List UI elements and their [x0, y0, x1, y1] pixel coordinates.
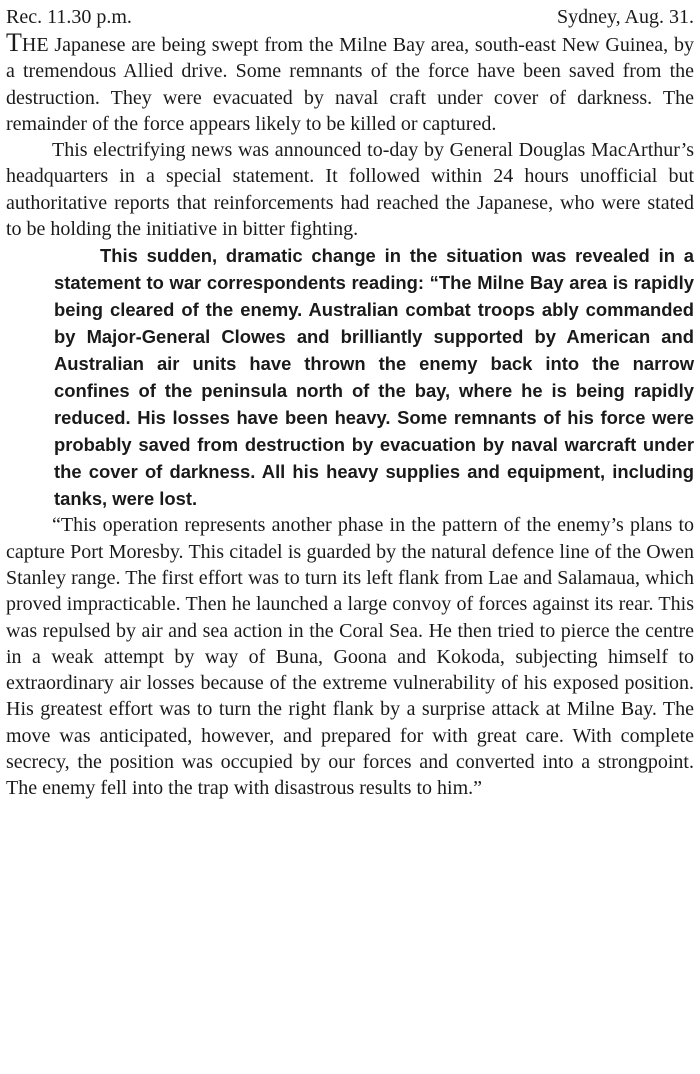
statement-quote: This sudden, dramatic change in the situation was revealed in a statement to war correspondents reading: “The Milne Bay area is rapidly being cleared of the enemy. Australian combat troops ably commanded by Major-General Clowes and brilliantly supported by American and Australian air units have thrown the enemy back into the narrow confines of the peninsula north of the bay, where he is being rapidly reduced. His losses have been heavy. Some remnants of his force were probably saved from destruction by evacuation by naval warcraft under the cover of darkness. All his heavy supplies and equipment, including tanks, were lost.	[54, 245, 694, 510]
received-time: Rec. 11.30 p.m.	[6, 6, 132, 28]
drop-cap: T	[6, 28, 22, 57]
operation-paragraph: “This operation represents another phase in the pattern of the enemy’s plans to capture Port Moresby. This citadel is guarded by the natural defence line of the Owen Stanley range. The first effort was to turn its left flank from Lae and Salamaua, which proved impracticable. Then he launched a large convoy of forces against its rear. This was repulsed by air and sea action in the Coral Sea. He then tried to pierce the centre in a weak attempt by way of Buna, Goona and Kokoda, subjecting himself to extraordinary air losses because of the extreme vulnerability of his exposed position. His greatest effort was to turn the right flank by a surprise attack at Milne Bay. The move was anticipated, however, and prepared for with great care. With complete secrecy, the position was occupied by our forces and converted into a strongpoint. The enemy fell into the trap with disastrous results to him.”	[6, 514, 694, 800]
lead-text: Japanese are being swept from the Milne Bay area, south-east New Guinea, by a tremendous Allied drive. Some remnants of the force have been saved from the destruction. They were evacuated by naval craft under cover of darkness. The remainder of the force appears likely to be killed or captured.	[6, 34, 694, 135]
announcement-paragraph: This electrifying news was announced to-day by General Douglas MacArthur’s headquarters in a special statement. It followed within 24 hours unofficial but authoritative reports that reinforcements had reached the Japanese, who were stated to be holding the initiative in bitter fighting.	[6, 139, 694, 241]
news-clipping	[6, 4, 694, 1070]
lead-first-word: HE	[21, 34, 49, 56]
lead-paragraph	[6, 30, 694, 137]
clipping-header	[6, 4, 694, 30]
dateline: Sydney, Aug. 31.	[556, 6, 694, 28]
